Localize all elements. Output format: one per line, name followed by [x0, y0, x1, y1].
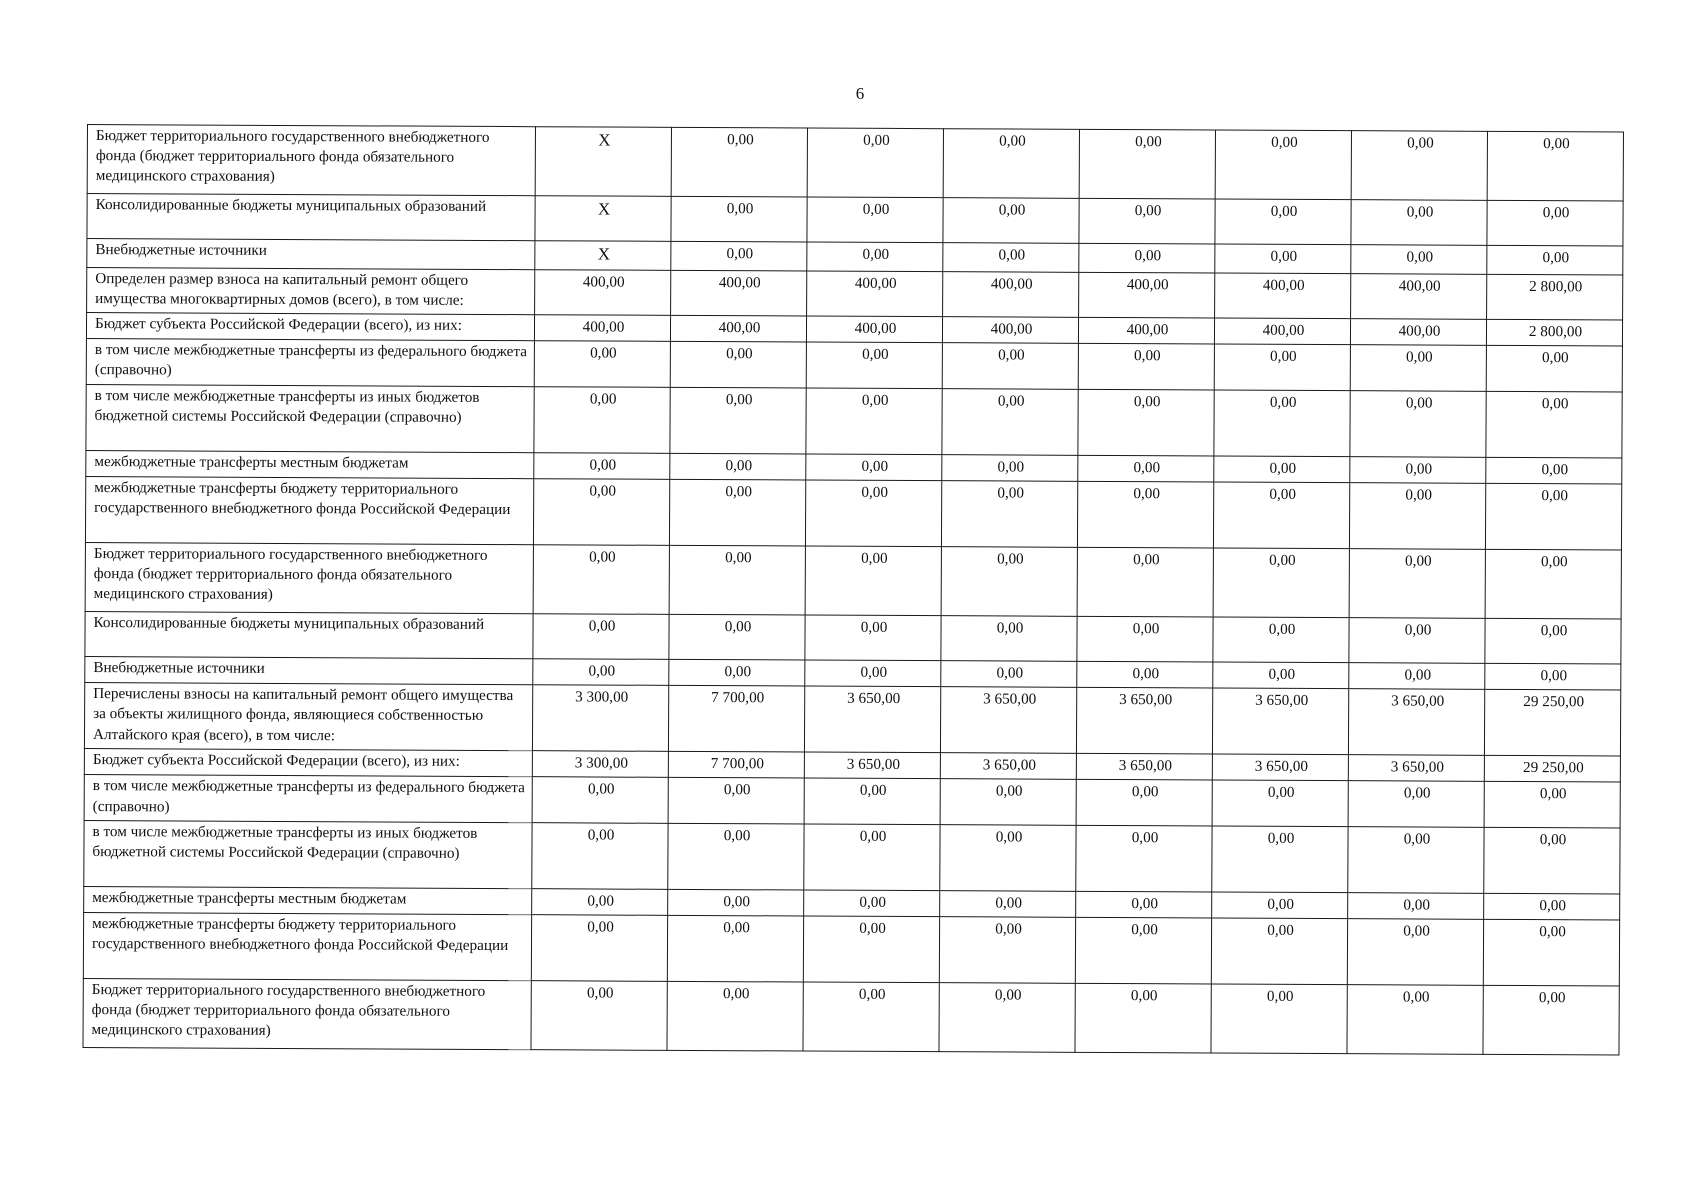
value-cell: 0,00 [1075, 917, 1211, 984]
value-cell: 2 800,00 [1487, 274, 1623, 320]
table-row [84, 775, 1620, 828]
value-cell: 0,00 [533, 479, 669, 546]
value-cell: 400,00 [670, 315, 806, 342]
value-cell: 0,00 [1213, 617, 1349, 663]
value-cell: 0,00 [1349, 618, 1485, 664]
value-cell: 0,00 [943, 198, 1079, 244]
value-cell: X [535, 127, 671, 197]
row-label: межбюджетные трансферты бюджету территориального государственного внебюджетного фонда Российской Федерации [83, 913, 531, 981]
table-row [85, 476, 1621, 550]
value-cell: 400,00 [1350, 319, 1486, 346]
value-cell: 0,00 [1349, 483, 1485, 550]
value-cell: 0,00 [1215, 130, 1351, 200]
value-cell: 0,00 [941, 616, 1077, 662]
value-cell: 0,00 [1484, 827, 1620, 894]
value-cell: 0,00 [941, 481, 1077, 548]
value-cell: 0,00 [1347, 919, 1483, 986]
value-cell: 0,00 [533, 614, 669, 660]
table-row [87, 267, 1623, 320]
value-cell: 0,00 [1079, 243, 1215, 272]
value-cell: 0,00 [1349, 663, 1485, 690]
value-cell: 0,00 [804, 890, 940, 917]
value-cell: 0,00 [1076, 780, 1212, 826]
value-cell: 3 650,00 [1076, 753, 1212, 780]
table-row [87, 125, 1623, 202]
value-cell: 0,00 [942, 388, 1078, 455]
value-cell: 0,00 [940, 779, 1076, 825]
value-cell: 3 650,00 [1212, 754, 1348, 781]
value-cell: 7 700,00 [668, 685, 804, 752]
value-cell: 0,00 [1484, 782, 1620, 828]
value-cell: 0,00 [805, 480, 941, 547]
value-cell: 0,00 [1212, 780, 1348, 826]
value-cell: 400,00 [943, 271, 1079, 317]
row-label: Бюджет субъекта Российской Федерации (всего), из них: [84, 749, 532, 777]
value-cell: 3 650,00 [940, 753, 1076, 780]
value-cell: 0,00 [669, 545, 805, 615]
value-cell: 0,00 [1214, 344, 1350, 390]
value-cell: 0,00 [1212, 826, 1348, 893]
value-cell: 400,00 [1351, 273, 1487, 319]
row-label: в том числе межбюджетные трансферты из федерального бюджета (справочно) [86, 339, 534, 387]
value-cell: 0,00 [805, 615, 941, 661]
value-cell: 0,00 [1348, 781, 1484, 827]
value-cell: 0,00 [671, 196, 807, 242]
value-cell: 0,00 [533, 659, 669, 686]
value-cell: 3 650,00 [1212, 688, 1348, 755]
value-cell: 400,00 [1214, 318, 1350, 345]
row-label: в том числе межбюджетные трансферты из иных бюджетов бюджетной системы Российской Федерации (справочно) [84, 820, 532, 888]
row-label: Бюджет субъекта Российской Федерации (всего), из них: [86, 313, 534, 341]
value-cell: 0,00 [1487, 200, 1623, 246]
value-cell: 0,00 [1351, 200, 1487, 246]
value-cell: 0,00 [803, 916, 939, 983]
value-cell: 0,00 [940, 890, 1076, 917]
value-cell: 0,00 [1078, 455, 1214, 482]
row-label: межбюджетные трансферты местным бюджетам [84, 886, 532, 914]
value-cell: 0,00 [667, 981, 803, 1051]
row-label: межбюджетные трансферты местным бюджетам [86, 450, 534, 478]
row-label: Консолидированные бюджеты муниципальных образований [87, 194, 535, 241]
value-cell: 0,00 [1077, 661, 1213, 688]
value-cell: 2 800,00 [1486, 319, 1622, 346]
value-cell: 0,00 [942, 343, 1078, 389]
budget-table-wrapper [82, 124, 1622, 1056]
table-row [85, 611, 1621, 664]
value-cell: X [535, 241, 671, 270]
value-cell: 0,00 [1079, 198, 1215, 244]
value-cell: 0,00 [669, 614, 805, 660]
value-cell: 0,00 [943, 243, 1079, 272]
value-cell: 0,00 [1215, 244, 1351, 273]
value-cell: 0,00 [669, 659, 805, 686]
value-cell: 3 650,00 [804, 752, 940, 779]
table-row [84, 683, 1620, 757]
row-label: Консолидированные бюджеты муниципальных образований [85, 611, 533, 658]
value-cell: 3 650,00 [1076, 687, 1212, 754]
value-cell: 0,00 [1485, 483, 1621, 550]
value-cell: 0,00 [1487, 245, 1623, 274]
value-cell: 400,00 [807, 271, 943, 317]
row-label: Бюджет территориального государственного внебюджетного фонда (бюджет территориального фонда обязательного медицинского страхования) [83, 979, 531, 1050]
value-cell: 0,00 [1486, 391, 1622, 458]
value-cell: 0,00 [803, 982, 939, 1052]
value-cell: 0,00 [939, 917, 1075, 984]
value-cell: 0,00 [532, 888, 668, 915]
value-cell: 0,00 [1347, 985, 1483, 1055]
value-cell: 0,00 [942, 454, 1078, 481]
value-cell: 0,00 [1487, 131, 1623, 201]
value-cell: 7 700,00 [668, 751, 804, 778]
value-cell: 3 300,00 [532, 751, 668, 778]
value-cell: 3 650,00 [940, 687, 1076, 754]
value-cell: 0,00 [1351, 245, 1487, 274]
value-cell: 0,00 [1486, 457, 1622, 484]
value-cell: 0,00 [533, 545, 669, 615]
value-cell: 0,00 [534, 341, 670, 387]
value-cell: 0,00 [1211, 984, 1347, 1054]
value-cell: 0,00 [804, 778, 940, 824]
value-cell: 0,00 [671, 127, 807, 197]
value-cell: 0,00 [532, 777, 668, 823]
value-cell: 0,00 [1483, 985, 1619, 1055]
row-label: Бюджет территориального государственного внебюджетного фонда (бюджет территориального фонда обязательного медицинского страхования) [85, 542, 533, 613]
value-cell: 400,00 [671, 270, 807, 316]
value-cell: 0,00 [940, 824, 1076, 891]
value-cell: 0,00 [1078, 344, 1214, 390]
table-row [83, 979, 1619, 1056]
value-cell: 0,00 [1214, 456, 1350, 483]
value-cell: 0,00 [1212, 892, 1348, 919]
value-cell: 0,00 [667, 915, 803, 982]
value-cell: 0,00 [531, 981, 667, 1051]
value-cell: 0,00 [1213, 662, 1349, 689]
value-cell: 0,00 [670, 342, 806, 388]
budget-table-body [83, 125, 1623, 1056]
value-cell: 0,00 [532, 822, 668, 889]
value-cell: 0,00 [1484, 893, 1620, 920]
value-cell: 0,00 [670, 387, 806, 454]
value-cell: 0,00 [668, 823, 804, 890]
value-cell: 0,00 [806, 342, 942, 388]
value-cell: 3 300,00 [532, 685, 668, 752]
value-cell: 400,00 [535, 269, 671, 315]
row-label: Бюджет территориального государственного внебюджетного фонда (бюджет территориального фонда обязательного медицинского страхования) [87, 125, 535, 196]
value-cell: 0,00 [1348, 892, 1484, 919]
value-cell: 0,00 [943, 129, 1079, 199]
value-cell: 0,00 [939, 983, 1075, 1053]
value-cell: 0,00 [1077, 547, 1213, 617]
value-cell: 0,00 [1483, 919, 1619, 986]
value-cell: 29 250,00 [1484, 689, 1620, 756]
value-cell: 0,00 [1213, 548, 1349, 618]
value-cell: 0,00 [1211, 918, 1347, 985]
value-cell: 0,00 [1350, 345, 1486, 391]
value-cell: 0,00 [1215, 199, 1351, 245]
value-cell: 0,00 [1350, 390, 1486, 457]
value-cell: 0,00 [1078, 389, 1214, 456]
value-cell: 400,00 [1078, 317, 1214, 344]
value-cell: 0,00 [531, 915, 667, 982]
table-row [86, 339, 1622, 392]
value-cell: 0,00 [1077, 481, 1213, 548]
value-cell: 0,00 [806, 454, 942, 481]
value-cell: 400,00 [1215, 273, 1351, 319]
row-label: Перечислены взносы на капитальный ремонт общего имущества за объекты жилищного фонда, являющиеся собственностью Алтайского края (всего), в том числе: [84, 683, 532, 751]
value-cell: 0,00 [1076, 891, 1212, 918]
row-label: в том числе межбюджетные трансферты из иных бюджетов бюджетной системы Российской Федерации (справочно) [86, 384, 534, 452]
value-cell: 0,00 [671, 241, 807, 270]
value-cell: 0,00 [668, 778, 804, 824]
value-cell: 0,00 [1350, 456, 1486, 483]
table-row [83, 913, 1619, 987]
budget-table [82, 124, 1623, 1056]
value-cell: 400,00 [806, 316, 942, 343]
value-cell: 0,00 [807, 128, 943, 198]
value-cell: 0,00 [805, 546, 941, 616]
value-cell: 0,00 [1075, 983, 1211, 1053]
value-cell: 0,00 [807, 242, 943, 271]
value-cell: 29 250,00 [1484, 755, 1620, 782]
value-cell: 0,00 [1486, 346, 1622, 392]
value-cell: 3 650,00 [1348, 689, 1484, 756]
value-cell: 0,00 [1351, 131, 1487, 201]
table-row [86, 384, 1622, 458]
value-cell: 0,00 [1348, 826, 1484, 893]
value-cell: 0,00 [1349, 549, 1485, 619]
value-cell: 0,00 [1079, 129, 1215, 199]
value-cell: 0,00 [534, 452, 670, 479]
value-cell: 400,00 [942, 317, 1078, 344]
value-cell: 0,00 [941, 547, 1077, 617]
value-cell: 0,00 [1485, 618, 1621, 664]
table-row [84, 820, 1620, 894]
value-cell: 0,00 [668, 889, 804, 916]
row-label: в том числе межбюджетные трансферты из федерального бюджета (справочно) [84, 775, 532, 823]
row-label: межбюджетные трансферты бюджету территориального государственного внебюджетного фонда Российской Федерации [85, 476, 533, 544]
table-row [85, 542, 1621, 619]
value-cell: 0,00 [807, 197, 943, 243]
row-label: Определен размер взноса на капитальный ремонт общего имущества многоквартирных домов (всего), в том числе: [87, 267, 535, 315]
value-cell: 400,00 [534, 315, 670, 342]
value-cell: 0,00 [534, 386, 670, 453]
value-cell: 0,00 [1214, 390, 1350, 457]
value-cell: 0,00 [670, 453, 806, 480]
value-cell: 0,00 [669, 479, 805, 546]
value-cell: 3 650,00 [1348, 755, 1484, 782]
value-cell: 0,00 [1076, 825, 1212, 892]
value-cell: 0,00 [804, 824, 940, 891]
table-row [87, 194, 1623, 247]
row-label: Внебюджетные источники [87, 239, 535, 270]
value-cell: 0,00 [806, 388, 942, 455]
value-cell: 0,00 [1485, 549, 1621, 619]
value-cell: 0,00 [1213, 482, 1349, 549]
row-label: Внебюджетные источники [85, 656, 533, 684]
page-number: 6 [855, 84, 865, 103]
value-cell: X [535, 196, 671, 242]
value-cell: 0,00 [1077, 616, 1213, 662]
value-cell: 3 650,00 [804, 686, 940, 753]
value-cell: 0,00 [805, 660, 941, 687]
value-cell: 400,00 [1079, 272, 1215, 318]
value-cell: 0,00 [941, 661, 1077, 688]
value-cell: 0,00 [1485, 663, 1621, 690]
